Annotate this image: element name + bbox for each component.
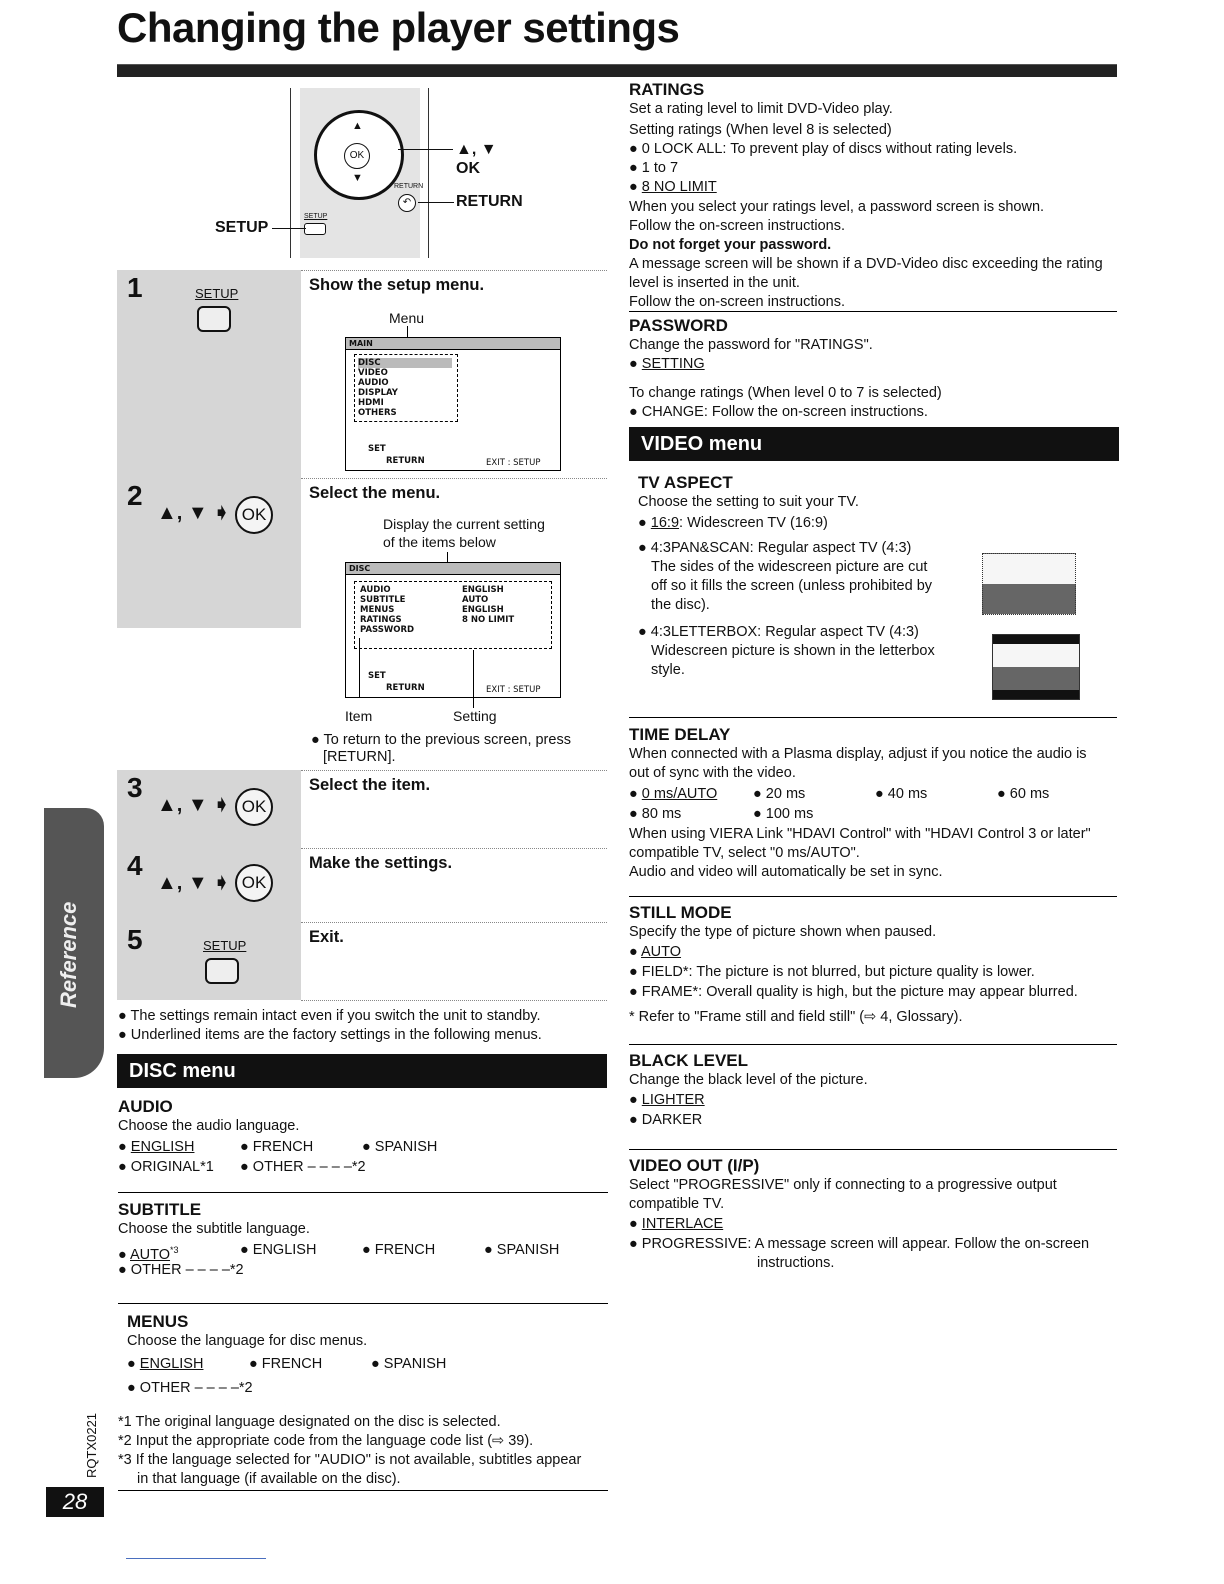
arrow-keys: ▲, ▼ ➧ bbox=[157, 502, 231, 524]
ratings-section: RATINGS Set a rating level to limit DVD-Video play. Setting ratings (When level 8 is selected) ● 0 LOCK ALL: To prevent play of discs without rating levels. ● 1 to 7 ● 8 NO LIMIT When you select your ratings level, a password screen is shown. Follow the on-screen instructions. Do not forget your password. A message screen will be shown if a DVD-Video disc exceeding the rating level is inserted in the unit. Follow the on-screen instructions. bbox=[629, 80, 1103, 310]
step-1 bbox=[117, 270, 607, 478]
time-delay-section: TIME DELAY When connected with a Plasma display, adjust if you notice the audio is out of sync with the video. ● 0 ms/AUTO ● 20 ms ● 40 ms ● 60 ms ● 80 ms ● 100 ms When using VIERA Link "HDAVI Control" with "HDAVI Control 3 or later" compatible TV, select "0 ms/AUTO". Audio and video will automatically be set in sync. bbox=[629, 725, 1091, 880]
subtitle-section: SUBTITLE Choose the subtitle language. ● AUTO$^{*3}$ ● ENGLISH ● FRENCH ● SPANISH ● OTHER – – – –*2 bbox=[118, 1200, 560, 1278]
label-setting: Setting bbox=[453, 708, 497, 724]
page-title: Changing the player settings bbox=[117, 4, 680, 51]
label-item: Item bbox=[345, 708, 373, 724]
step-5 bbox=[117, 922, 607, 1000]
video-out-section: VIDEO OUT (I/P) Select "PROGRESSIVE" only if connecting to a progressive output compatible TV. ● INTERLACE ● PROGRESSIVE: A message screen will appear. Follow the on-screen instructions. bbox=[629, 1156, 1090, 1271]
tv-aspect-section: TV ASPECT Choose the setting to suit your TV. ● 16:9: Widescreen TV (16:9) ● 4:3PAN&SCAN: Regular aspect TV (4:3) The sides of the widescreen picture are cut off so it fills the screen (unless prohibited by the disc). ● 4:3LETTERBOX: Regular aspect TV (4:3) Widescreen picture is shown in the letterbox style. bbox=[638, 473, 935, 678]
step-title: Exit. bbox=[309, 928, 344, 946]
menus-section: MENUS Choose the language for disc menus. ● ENGLISH ● FRENCH ● SPANISH ● OTHER – – – –*2 bbox=[127, 1312, 447, 1396]
ok-button-icon: OK bbox=[235, 864, 273, 902]
label-setup: SETUP bbox=[215, 219, 269, 236]
step-number: 2 bbox=[127, 480, 143, 511]
step-3 bbox=[117, 770, 607, 848]
page-number: 28 bbox=[46, 1487, 104, 1517]
down-arrow-icon: ▼ bbox=[352, 172, 363, 184]
black-level-section: BLACK LEVEL Change the black level of the picture. ● LIGHTER ● DARKER bbox=[629, 1051, 868, 1128]
still-mode-section: STILL MODE Specify the type of picture shown when paused. ● AUTO ● FIELD*: The picture is not blurred, but picture quality is lower. ● FRAME*: Overall quality is high, but the picture may appear blurred. * Refer to "Frame still and field still" (⇨ 4, Glossary). bbox=[629, 903, 1078, 1025]
video-menu-header: VIDEO menu bbox=[629, 427, 1119, 461]
step-title: Select the menu. bbox=[309, 484, 441, 502]
ok-button-icon: OK bbox=[235, 496, 273, 534]
arrow-keys: ▲, ▼ ➧ bbox=[157, 794, 231, 816]
step-title: Select the item. bbox=[309, 776, 431, 794]
footnotes: *1 The original language designated on the disc is selected. *2 Input the appropriate code from the language code list (⇨ 39). *3 If the language selected for "AUDIO" is not available, subtitles appear in that language (if available on the disc). bbox=[118, 1414, 582, 1487]
osd2-caption-2: of the items below bbox=[383, 534, 496, 550]
setup-button[interactable] bbox=[304, 223, 326, 235]
step-number: 5 bbox=[127, 924, 143, 955]
doc-code: RQTX0221 bbox=[84, 1412, 99, 1478]
setup-button-icon: SETUP bbox=[195, 286, 238, 301]
pan-scan-preview-image bbox=[982, 553, 1076, 615]
disc-menu-header: DISC menu bbox=[117, 1054, 607, 1088]
audio-section: AUDIO Choose the audio language. ● ENGLISH ● FRENCH ● SPANISH ● ORIGINAL*1 ● OTHER – – – –*2 bbox=[118, 1097, 438, 1175]
step-2 bbox=[117, 478, 607, 770]
title-bar bbox=[117, 64, 1117, 77]
label-ok: OK bbox=[456, 160, 480, 177]
setup-small-label: SETUP bbox=[304, 213, 328, 220]
settings-notes: ● The settings remain intact even if you switch the unit to standby. ● Underlined items are the factory settings in the following menus. bbox=[118, 1008, 542, 1043]
osd1-menu: MAIN DISC VIDEO AUDIO DISPLAY HDMI OTHERS SET RETURN EXIT : SETUP bbox=[345, 337, 561, 471]
osd2-menu: DISC AUDIO SUBTITLE MENUS RATINGS PASSWORD ENGLISH AUTO ENGLISH 8 NO LIMIT SET RETURN EXIT : SETUP bbox=[345, 562, 561, 698]
return-note-2: [RETURN]. bbox=[323, 749, 396, 765]
letterbox-preview-image bbox=[992, 634, 1080, 700]
step-number: 1 bbox=[127, 272, 143, 303]
step-number: 3 bbox=[127, 772, 143, 803]
return-button[interactable]: ↶ bbox=[398, 194, 416, 212]
arrow-keys: ▲, ▼ ➧ bbox=[157, 872, 231, 894]
step-title: Make the settings. bbox=[309, 854, 453, 872]
label-arrows: ▲, ▼ bbox=[456, 141, 497, 158]
return-note-1: ● To return to the previous screen, press bbox=[311, 732, 571, 748]
password-section: PASSWORD Change the password for "RATINGS". ● SETTING To change ratings (When level 0 to 7 is selected) ● CHANGE: Follow the on-screen instructions. bbox=[629, 316, 942, 420]
remote-illustration bbox=[290, 88, 430, 258]
label-return: RETURN bbox=[456, 193, 523, 210]
ok-button-icon: OK bbox=[235, 788, 273, 826]
ok-button[interactable]: OK bbox=[344, 143, 370, 169]
step-4 bbox=[117, 848, 607, 922]
osd1-caption: Menu bbox=[389, 310, 425, 326]
step-title: Show the setup menu. bbox=[309, 276, 485, 294]
reference-side-tab: Reference bbox=[44, 808, 104, 1078]
step-number: 4 bbox=[127, 850, 143, 881]
osd2-caption-1: Display the current setting bbox=[383, 516, 545, 532]
return-small-label: RETURN bbox=[394, 183, 424, 190]
up-arrow-icon: ▲ bbox=[352, 120, 363, 132]
setup-button-icon: SETUP bbox=[203, 938, 246, 953]
